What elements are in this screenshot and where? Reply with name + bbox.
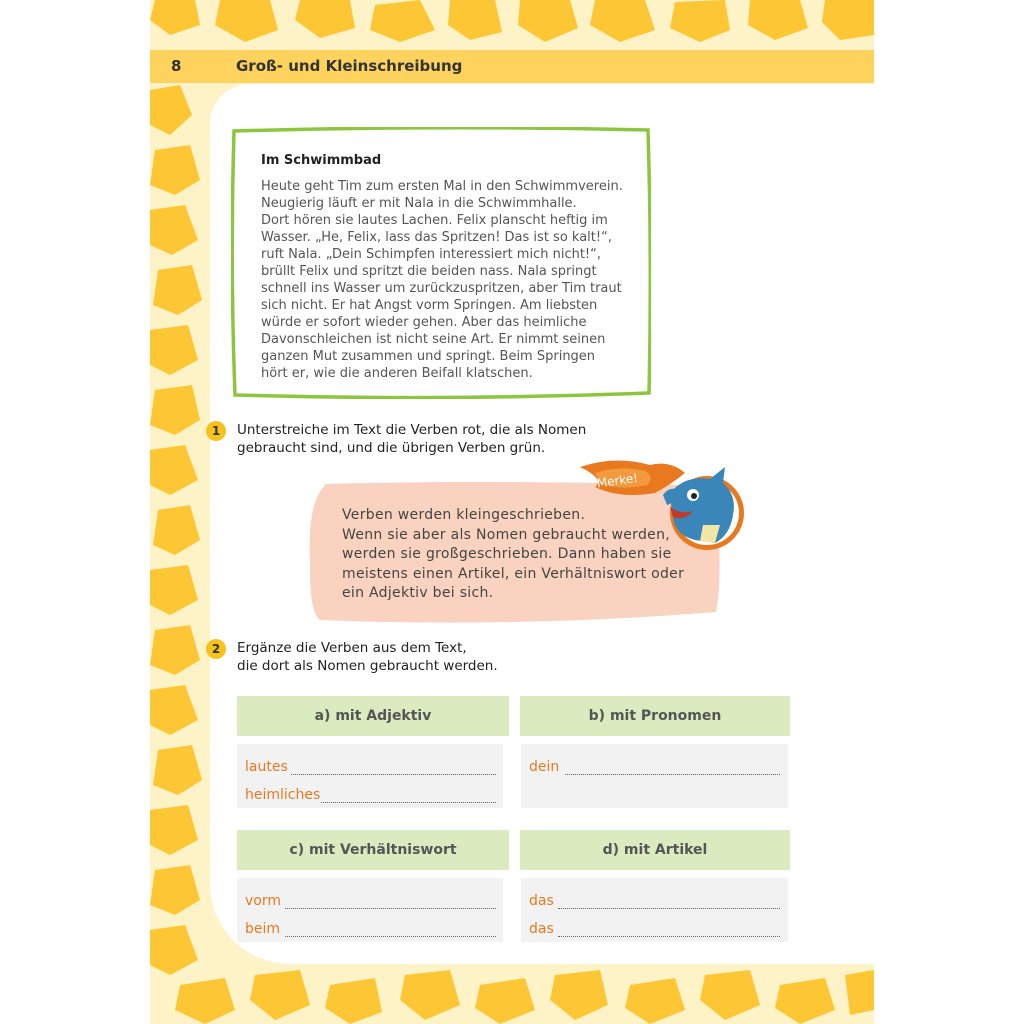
chapter-title: Groß- und Kleinschreibung [236, 57, 463, 75]
task-2-line: Ergänze die Verben aus dem Text, [237, 640, 467, 656]
answer-box-pronoun [521, 744, 788, 808]
task-1-instruction [237, 421, 586, 457]
category-label-adjective: a) mit Adjektiv [237, 696, 509, 736]
merke-badge: Merke! [595, 470, 639, 491]
answer-line[interactable] [291, 774, 496, 775]
answer-line[interactable] [558, 936, 780, 937]
story-line: Davonschleichen ist nicht seine Art. Er nimmt seinen [261, 332, 606, 347]
category-label-pronoun: b) mit Pronomen [520, 696, 790, 736]
answer-text: vorm [245, 893, 281, 909]
answer-text: lautes [245, 759, 288, 775]
task-2-line: die dort als Nomen gebraucht werden. [237, 658, 498, 674]
page-number: 8 [171, 57, 182, 75]
task-1-line: Unterstreiche im Text die Verben rot, die als Nomen [237, 422, 587, 438]
task-2-instruction [237, 639, 498, 675]
task-2-number: 2 [206, 639, 226, 659]
dragon-mascot-icon [575, 455, 750, 565]
story-text [261, 178, 631, 382]
task-1-number: 1 [206, 421, 226, 441]
merke-line: werden sie großgeschrieben. Dann haben sie [342, 546, 672, 562]
story-line: ganzen Mut zusammen und springt. Beim Springen [261, 349, 596, 364]
story-line: Heute geht Tim zum ersten Mal in den Schwimmverein. [261, 179, 623, 194]
answer-line[interactable] [321, 802, 496, 803]
answer-line[interactable] [285, 908, 496, 909]
merke-line: Verben werden kleingeschrieben. [342, 507, 586, 523]
merke-line: Wenn sie aber als Nomen gebraucht werden, [342, 526, 670, 543]
story-title: Im Schwimmbad [261, 153, 382, 168]
story-line: sich nicht. Er hat Angst vorm Springen. Am liebsten [261, 298, 598, 313]
answer-line[interactable] [558, 908, 780, 909]
category-label-preposition: c) mit Verhältniswort [237, 830, 509, 870]
answer-line[interactable] [565, 774, 780, 775]
merke-line: meistens einen Artikel, ein Verhältniswort oder [342, 565, 685, 582]
task-1-line: gebraucht sind, und die übrigen Verben grün. [237, 440, 546, 456]
category-label-article: d) mit Artikel [520, 830, 790, 870]
answer-text: beim [245, 921, 281, 937]
answer-text: dein [529, 759, 560, 775]
answer-text: das [529, 893, 554, 909]
merke-line: ein Adjektiv bei sich. [342, 585, 494, 601]
answer-text: heimliches [245, 787, 321, 803]
story-line: schnell ins Wasser um zurückzuspritzen, aber Tim traut [261, 281, 622, 296]
answer-box-article [521, 878, 788, 942]
story-line: Neugierig läuft er mit Nala in die Schwimmhalle. [261, 196, 577, 211]
answer-text: das [529, 921, 554, 937]
story-line: ruft Nala. „Dein Schimpfen interessiert mich nicht!“, [261, 247, 602, 262]
answer-line[interactable] [285, 936, 496, 937]
story-line: brüllt Felix und spritzt die beiden nass. Nala springt [261, 264, 597, 279]
story-line: hört er, wie die anderen Beifall klatschen. [261, 366, 533, 381]
story-line: Wasser. „He, Felix, lass das Spritzen! Das ist so kalt!“, [261, 230, 612, 245]
story-line: würde er sofort wieder gehen. Aber das heimliche [261, 315, 587, 330]
story-line: Dort hören sie lautes Lachen. Felix planscht heftig im [261, 213, 608, 228]
